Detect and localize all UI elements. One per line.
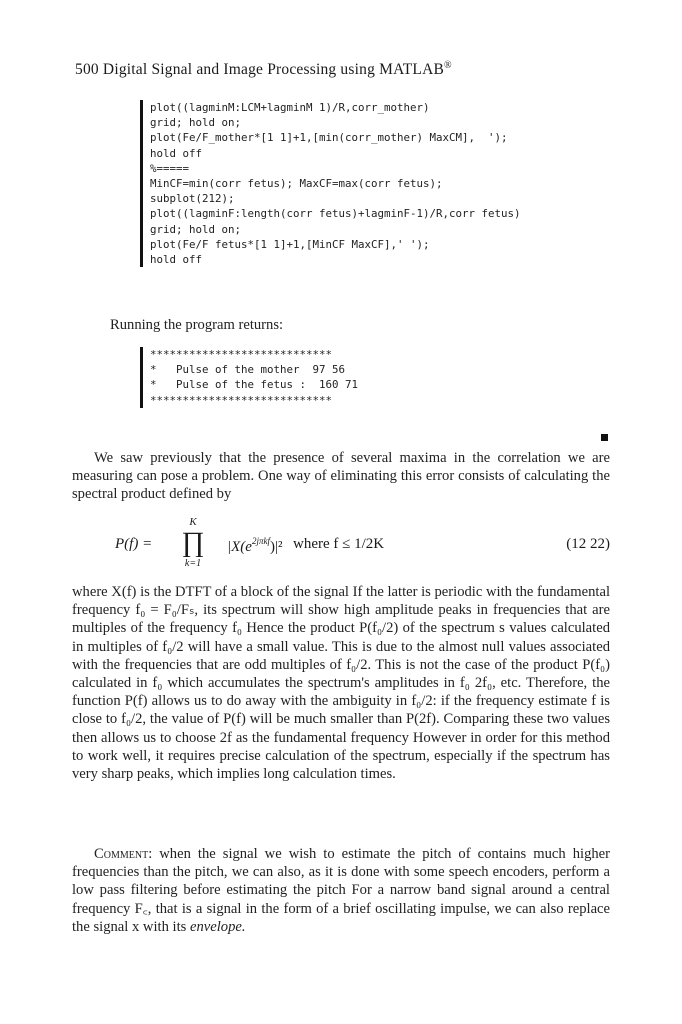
comment-text: : when the signal we wish to estimate the pitch of contains much higher frequencies than the pitch, we can also, as it is done with some speech encoders, perform a low pass filtering before estimating the pitch For a narrow band signal around a central frequency F꜀, that is a signal in the form of a brief oscillating impulse, we can also replace the signal x with its xyxy=(72,846,610,935)
equation-body-start: |X(e xyxy=(227,539,252,555)
program-returns-text: Running the program returns: xyxy=(110,317,284,333)
header-text: 500 Digital Signal and Image Processing using MATLAB xyxy=(75,61,445,79)
paragraph-spectral-product-intro: We saw previously that the presence of several maxima in the correlation we are measuring can pose a problem. One way of eliminating this error consists of calculating the spectral product defined by xyxy=(72,450,610,503)
equation-body-end: )|² xyxy=(269,539,283,555)
code-line: MinCF=min(corr fetus); MaxCF=max(corr fetus); xyxy=(150,177,443,191)
output-line: **************************** xyxy=(150,393,333,407)
registered-mark: ® xyxy=(444,60,452,71)
output-line: **************************** xyxy=(150,348,333,361)
paragraph-dtft-explanation: where X(f) is the DTFT of a block of the signal If the latter is periodic with the fundamental frequency f₀ = F₀/Fₛ, its spectrum will show high amplitude peaks in frequencies that are multiples of the frequency f₀ Hence the product P(f₀/2) of the spectrum s values calculated in multiples of f₀/2 will have a small value. This is due to the almost null values associated with the frequencies that are odd multiples of f₀/2. This is not the case of the product P(f₀) calculated in f₀ which accumulates the spectrum's amplitudes in f₀ 2f₀, etc. Therefore, the function P(f) allows us to do away with the ambiguity in f₀/2: if the frequency estimate f is close to f₀/2, the value of P(f) will be much smaller than P(2f). Comparing these two values then allows us to choose 2f as the fundamental frequency However in order for this method to work well, it requires precise calculation of the spectrum, especially if the spectrum has very sharp peaks, which implies long calculation times. xyxy=(72,584,610,783)
product-upper-limit: K xyxy=(189,516,197,528)
comment-emphasis: envelope. xyxy=(189,918,246,935)
code-line: hold off xyxy=(150,146,203,160)
product-lower-limit: k=1 xyxy=(184,558,202,569)
equation-exponent: 2jπkf xyxy=(251,536,270,546)
code-line: plot((lagminM:LCM+lagminM 1)/R,corr_mother) xyxy=(150,101,430,114)
paragraph-comment xyxy=(72,845,610,936)
code-line: grid; hold on; xyxy=(150,116,242,130)
program-output-listing xyxy=(140,347,358,408)
code-line: grid; hold on; xyxy=(150,222,242,236)
end-of-example-square xyxy=(601,434,608,441)
equation-condition: where f ≤ 1/2K xyxy=(293,536,385,552)
matlab-code-listing xyxy=(140,100,521,267)
equation-12-22 xyxy=(115,516,610,576)
code-line: subplot(212); xyxy=(150,192,235,206)
code-line: plot((lagminF:length(corr fetus)+lagminF-1)/R,corr fetus) xyxy=(150,207,521,221)
code-line: %===== xyxy=(150,161,190,175)
code-line: hold off xyxy=(150,253,203,267)
code-line: plot(Fe/F fetus*[1 1]+1,[MinCF MaxCF],' '); xyxy=(150,237,430,251)
output-line: * Pulse of the mother 97 56 xyxy=(150,363,346,377)
equation-body xyxy=(227,536,282,556)
equation-number: (12 22) xyxy=(566,536,610,552)
product-symbol: ∏ xyxy=(181,527,205,558)
comment-label: Comment xyxy=(94,846,149,862)
code-line: plot(Fe/F_mother*[1 1]+1,[min(corr_mother) MaxCM], '); xyxy=(150,131,508,145)
running-header xyxy=(75,60,452,79)
output-line: * Pulse of the fetus : 160 71 xyxy=(150,378,359,392)
equation-lhs: P(f) = xyxy=(115,536,153,552)
product-operator xyxy=(175,516,211,570)
